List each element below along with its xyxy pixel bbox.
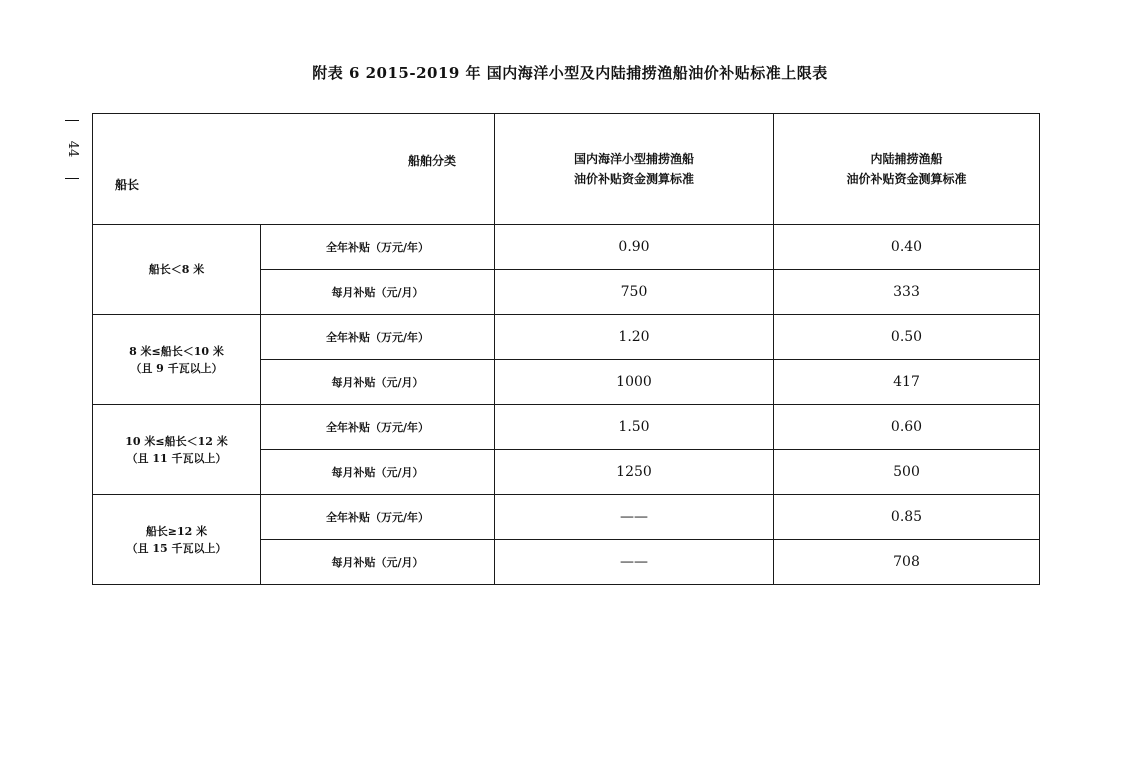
subsidy-type-label: 全年补贴（万元/年） [261, 315, 495, 360]
table-row [93, 495, 1040, 540]
vessel-length-category [93, 225, 261, 315]
marine-value: 1000 [495, 360, 774, 405]
page-number-marker [57, 112, 87, 192]
subsidy-type-label: 每月补贴（元/月） [261, 450, 495, 495]
marine-value: 1.20 [495, 315, 774, 360]
category-line1: 8 米≤船长＜10 米 [129, 344, 224, 358]
inland-standard-header [774, 114, 1040, 225]
table-row [93, 225, 1040, 270]
marine-value: —— [495, 540, 774, 585]
table-row [93, 315, 1040, 360]
inland-value: 0.40 [774, 225, 1040, 270]
vessel-length-header: 船长 [115, 178, 140, 192]
inland-value: 500 [774, 450, 1040, 495]
category-line2: （且 15 千瓦以上） [126, 541, 227, 555]
inland-value: 417 [774, 360, 1040, 405]
table-header-row [93, 114, 1040, 225]
subsidy-type-label: 每月补贴（元/月） [261, 540, 495, 585]
marine-value: 1250 [495, 450, 774, 495]
marine-header-line2: 油价补贴资金测算标准 [573, 172, 694, 186]
marine-value: 750 [495, 270, 774, 315]
vessel-class-header: 船舶分类 [407, 154, 456, 168]
inland-value: 0.60 [774, 405, 1040, 450]
marine-value: 0.90 [495, 225, 774, 270]
page-number: 44 [65, 140, 80, 158]
category-line1: 船长≥12 米 [145, 524, 208, 538]
category-line2: （且 9 千瓦以上） [130, 361, 223, 375]
vessel-length-category [93, 495, 261, 585]
table-row [93, 405, 1040, 450]
subsidy-type-label: 全年补贴（万元/年） [261, 225, 495, 270]
subsidy-type-label: 每月补贴（元/月） [261, 270, 495, 315]
vessel-length-category [93, 405, 261, 495]
inland-value: 0.50 [774, 315, 1040, 360]
category-line2: （且 11 千瓦以上） [126, 451, 227, 465]
inland-value: 333 [774, 270, 1040, 315]
marine-value: —— [495, 495, 774, 540]
inland-header-line2: 油价补贴资金测算标准 [846, 172, 967, 186]
marine-standard-header [495, 114, 774, 225]
subsidy-type-label: 全年补贴（万元/年） [261, 405, 495, 450]
marine-header-line1: 国内海洋小型捕捞渔船 [573, 152, 694, 166]
category-line1: 船长＜8 米 [148, 263, 205, 276]
inland-value: 0.85 [774, 495, 1040, 540]
vessel-length-category [93, 315, 261, 405]
page-number-top-rule [65, 120, 79, 121]
subsidy-type-label: 全年补贴（万元/年） [261, 495, 495, 540]
subsidy-table [92, 113, 1040, 585]
marine-value: 1.50 [495, 405, 774, 450]
inland-value: 708 [774, 540, 1040, 585]
category-line1: 10 米≤船长＜12 米 [125, 434, 228, 448]
page-number-bottom-rule [65, 178, 79, 179]
inland-header-line1: 内陆捕捞渔船 [870, 152, 943, 166]
subsidy-type-label: 每月补贴（元/月） [261, 360, 495, 405]
table-title: 附表 6 2015-2019 年 国内海洋小型及内陆捕捞渔船油价补贴标准上限表 [312, 64, 828, 82]
corner-header-cell [93, 114, 495, 225]
